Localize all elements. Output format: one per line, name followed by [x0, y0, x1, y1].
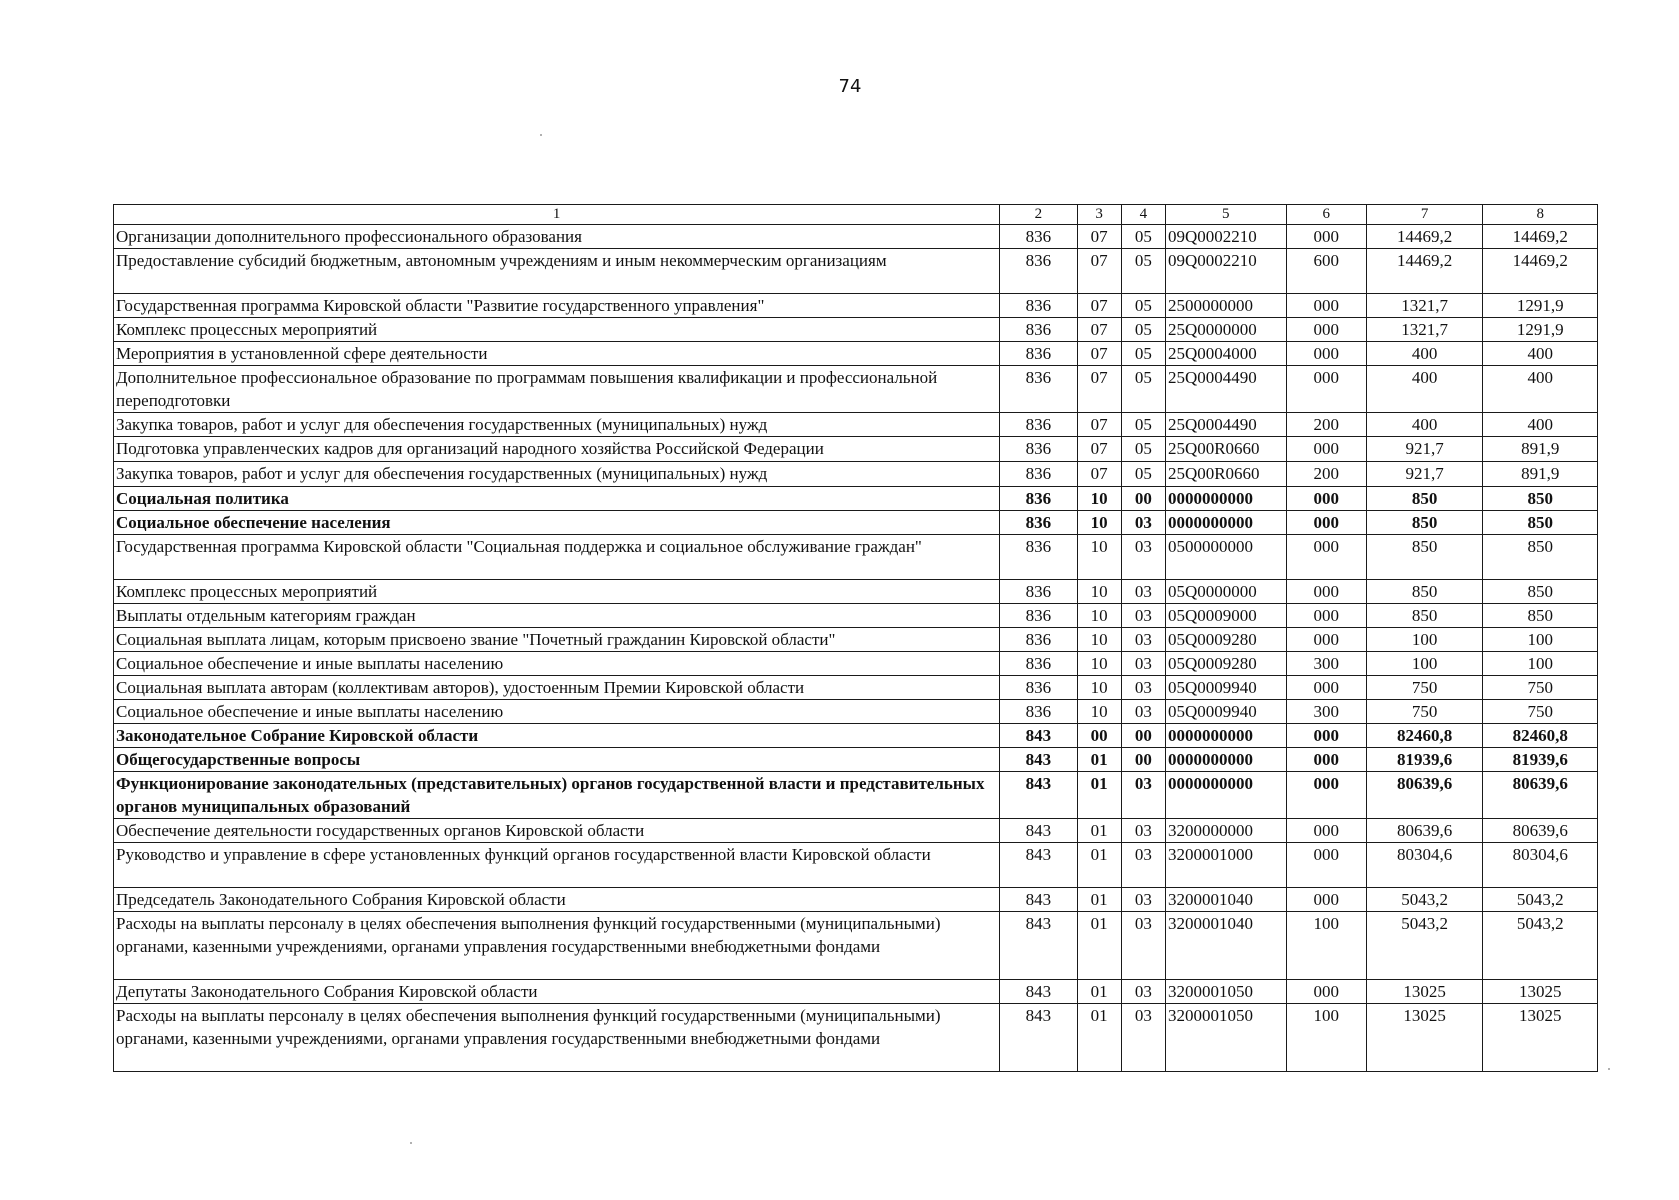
cell-expense-type: 000 [1286, 888, 1366, 912]
cell-grbs: 836 [1000, 437, 1077, 462]
column-header: 7 [1366, 205, 1483, 225]
cell-section: 07 [1077, 462, 1121, 487]
cell-name: Социальная политика [114, 487, 1000, 511]
cell-amount-2: 850 [1483, 511, 1598, 535]
cell-amount-2: 5043,2 [1483, 888, 1598, 912]
cell-amount-1: 400 [1366, 342, 1483, 366]
cell-expense-type: 000 [1286, 366, 1366, 413]
cell-target-article: 0500000000 [1165, 535, 1286, 580]
table-row [114, 604, 1598, 628]
table-row [114, 511, 1598, 535]
table-row [114, 366, 1598, 413]
cell-target-article: 3200000000 [1165, 819, 1286, 843]
cell-expense-type: 000 [1286, 772, 1366, 819]
cell-amount-2: 1291,9 [1483, 318, 1598, 342]
cell-expense-type: 000 [1286, 843, 1366, 888]
cell-amount-2: 400 [1483, 413, 1598, 437]
cell-grbs: 843 [1000, 819, 1077, 843]
cell-subsection: 03 [1121, 888, 1165, 912]
cell-section: 01 [1077, 772, 1121, 819]
cell-amount-2: 80304,6 [1483, 843, 1598, 888]
table-row [114, 843, 1598, 888]
cell-grbs: 836 [1000, 318, 1077, 342]
cell-grbs: 843 [1000, 724, 1077, 748]
cell-grbs: 843 [1000, 980, 1077, 1004]
cell-amount-1: 80639,6 [1366, 772, 1483, 819]
cell-subsection: 03 [1121, 628, 1165, 652]
page-number: 74 [838, 76, 862, 97]
cell-target-article: 05Q0009280 [1165, 652, 1286, 676]
cell-subsection: 03 [1121, 772, 1165, 819]
cell-target-article: 2500000000 [1165, 294, 1286, 318]
cell-subsection: 05 [1121, 249, 1165, 294]
cell-name: Законодательное Собрание Кировской области [114, 724, 1000, 748]
cell-section: 10 [1077, 676, 1121, 700]
table-header-row [114, 205, 1598, 225]
cell-subsection: 03 [1121, 652, 1165, 676]
cell-amount-1: 14469,2 [1366, 225, 1483, 249]
cell-name: Закупка товаров, работ и услуг для обеспечения государственных (муниципальных) нужд [114, 462, 1000, 487]
cell-subsection: 03 [1121, 511, 1165, 535]
cell-target-article: 25Q00R0660 [1165, 462, 1286, 487]
cell-expense-type: 000 [1286, 225, 1366, 249]
cell-expense-type: 000 [1286, 318, 1366, 342]
cell-target-article: 3200001050 [1165, 1004, 1286, 1072]
cell-amount-1: 850 [1366, 535, 1483, 580]
cell-section: 10 [1077, 700, 1121, 724]
cell-section: 10 [1077, 487, 1121, 511]
cell-subsection: 03 [1121, 912, 1165, 980]
cell-name: Закупка товаров, работ и услуг для обеспечения государственных (муниципальных) нужд [114, 413, 1000, 437]
cell-target-article: 0000000000 [1165, 487, 1286, 511]
cell-expense-type: 000 [1286, 487, 1366, 511]
cell-section: 07 [1077, 318, 1121, 342]
cell-subsection: 03 [1121, 580, 1165, 604]
cell-amount-1: 750 [1366, 676, 1483, 700]
cell-section: 01 [1077, 1004, 1121, 1072]
cell-grbs: 836 [1000, 294, 1077, 318]
column-header: 3 [1077, 205, 1121, 225]
table-row [114, 700, 1598, 724]
cell-amount-2: 850 [1483, 604, 1598, 628]
cell-section: 10 [1077, 580, 1121, 604]
cell-section: 10 [1077, 511, 1121, 535]
cell-expense-type: 000 [1286, 980, 1366, 1004]
cell-subsection: 03 [1121, 700, 1165, 724]
cell-subsection: 00 [1121, 724, 1165, 748]
cell-amount-2: 750 [1483, 676, 1598, 700]
cell-subsection: 05 [1121, 413, 1165, 437]
cell-name: Социальное обеспечение населения [114, 511, 1000, 535]
cell-name: Социальная выплата авторам (коллективам авторов), удостоенным Премии Кировской области [114, 676, 1000, 700]
cell-subsection: 00 [1121, 748, 1165, 772]
table-row [114, 724, 1598, 748]
cell-name: Социальное обеспечение и иные выплаты населению [114, 652, 1000, 676]
cell-grbs: 836 [1000, 366, 1077, 413]
cell-target-article: 0000000000 [1165, 772, 1286, 819]
scan-speck [1608, 1068, 1610, 1070]
cell-amount-2: 750 [1483, 700, 1598, 724]
cell-section: 07 [1077, 225, 1121, 249]
table-row [114, 676, 1598, 700]
cell-amount-1: 850 [1366, 487, 1483, 511]
cell-subsection: 03 [1121, 819, 1165, 843]
cell-section: 10 [1077, 652, 1121, 676]
cell-amount-1: 5043,2 [1366, 888, 1483, 912]
table-row [114, 318, 1598, 342]
cell-expense-type: 000 [1286, 294, 1366, 318]
table-row [114, 535, 1598, 580]
cell-subsection: 03 [1121, 843, 1165, 888]
cell-section: 10 [1077, 604, 1121, 628]
cell-amount-1: 1321,7 [1366, 318, 1483, 342]
cell-expense-type: 000 [1286, 535, 1366, 580]
cell-subsection: 03 [1121, 604, 1165, 628]
table-row [114, 628, 1598, 652]
cell-expense-type: 600 [1286, 249, 1366, 294]
table-body [114, 205, 1598, 1072]
cell-amount-1: 850 [1366, 604, 1483, 628]
cell-target-article: 0000000000 [1165, 511, 1286, 535]
cell-amount-1: 5043,2 [1366, 912, 1483, 980]
cell-name: Обеспечение деятельности государственных органов Кировской области [114, 819, 1000, 843]
cell-grbs: 836 [1000, 652, 1077, 676]
cell-subsection: 00 [1121, 487, 1165, 511]
cell-name: Комплекс процессных мероприятий [114, 580, 1000, 604]
cell-amount-1: 921,7 [1366, 462, 1483, 487]
cell-amount-2: 14469,2 [1483, 225, 1598, 249]
cell-target-article: 25Q00R0660 [1165, 437, 1286, 462]
cell-amount-2: 1291,9 [1483, 294, 1598, 318]
cell-section: 07 [1077, 366, 1121, 413]
cell-target-article: 25Q0004490 [1165, 366, 1286, 413]
cell-amount-2: 100 [1483, 628, 1598, 652]
cell-expense-type: 000 [1286, 580, 1366, 604]
cell-section: 00 [1077, 724, 1121, 748]
cell-amount-2: 81939,6 [1483, 748, 1598, 772]
cell-target-article: 05Q0009940 [1165, 676, 1286, 700]
cell-amount-2: 13025 [1483, 1004, 1598, 1072]
cell-target-article: 3200001000 [1165, 843, 1286, 888]
cell-amount-1: 13025 [1366, 980, 1483, 1004]
column-header: 2 [1000, 205, 1077, 225]
cell-amount-1: 850 [1366, 511, 1483, 535]
cell-name: Государственная программа Кировской области "Социальная поддержка и социальное обслуживание граждан" [114, 535, 1000, 580]
cell-amount-2: 891,9 [1483, 437, 1598, 462]
cell-amount-2: 100 [1483, 652, 1598, 676]
cell-section: 07 [1077, 342, 1121, 366]
cell-name: Руководство и управление в сфере установленных функций органов государственной власти Кировской области [114, 843, 1000, 888]
cell-target-article: 05Q0009000 [1165, 604, 1286, 628]
table-row [114, 225, 1598, 249]
budget-table [113, 204, 1598, 1072]
table-row [114, 580, 1598, 604]
cell-grbs: 843 [1000, 912, 1077, 980]
cell-target-article: 25Q0004000 [1165, 342, 1286, 366]
table-row [114, 413, 1598, 437]
cell-grbs: 836 [1000, 487, 1077, 511]
cell-subsection: 05 [1121, 462, 1165, 487]
column-header: 1 [114, 205, 1000, 225]
cell-subsection: 03 [1121, 535, 1165, 580]
cell-expense-type: 000 [1286, 724, 1366, 748]
cell-name: Организации дополнительного профессионального образования [114, 225, 1000, 249]
cell-grbs: 843 [1000, 843, 1077, 888]
cell-amount-1: 14469,2 [1366, 249, 1483, 294]
table-row [114, 462, 1598, 487]
table-row [114, 980, 1598, 1004]
cell-amount-1: 750 [1366, 700, 1483, 724]
cell-subsection: 05 [1121, 225, 1165, 249]
column-header: 5 [1165, 205, 1286, 225]
cell-amount-1: 400 [1366, 366, 1483, 413]
cell-target-article: 05Q0000000 [1165, 580, 1286, 604]
cell-name: Подготовка управленческих кадров для организаций народного хозяйства Российской Федерации [114, 437, 1000, 462]
cell-expense-type: 000 [1286, 511, 1366, 535]
cell-name: Комплекс процессных мероприятий [114, 318, 1000, 342]
cell-grbs: 836 [1000, 511, 1077, 535]
cell-grbs: 836 [1000, 249, 1077, 294]
column-header: 6 [1286, 205, 1366, 225]
cell-grbs: 836 [1000, 225, 1077, 249]
cell-section: 01 [1077, 912, 1121, 980]
table-row [114, 819, 1598, 843]
cell-section: 01 [1077, 748, 1121, 772]
cell-expense-type: 000 [1286, 604, 1366, 628]
table-row [114, 748, 1598, 772]
cell-grbs: 836 [1000, 462, 1077, 487]
cell-grbs: 843 [1000, 748, 1077, 772]
cell-amount-2: 891,9 [1483, 462, 1598, 487]
cell-section: 07 [1077, 249, 1121, 294]
cell-expense-type: 300 [1286, 700, 1366, 724]
cell-target-article: 0000000000 [1165, 724, 1286, 748]
cell-subsection: 03 [1121, 980, 1165, 1004]
cell-amount-2: 5043,2 [1483, 912, 1598, 980]
cell-section: 07 [1077, 294, 1121, 318]
cell-target-article: 05Q0009280 [1165, 628, 1286, 652]
cell-section: 01 [1077, 819, 1121, 843]
cell-target-article: 3200001040 [1165, 912, 1286, 980]
cell-expense-type: 000 [1286, 748, 1366, 772]
cell-amount-2: 82460,8 [1483, 724, 1598, 748]
cell-amount-2: 14469,2 [1483, 249, 1598, 294]
cell-expense-type: 200 [1286, 462, 1366, 487]
cell-name: Социальная выплата лицам, которым присвоено звание "Почетный гражданин Кировской области" [114, 628, 1000, 652]
column-header: 8 [1483, 205, 1598, 225]
table-row [114, 652, 1598, 676]
cell-subsection: 05 [1121, 342, 1165, 366]
cell-grbs: 836 [1000, 628, 1077, 652]
cell-name: Дополнительное профессиональное образование по программам повышения квалификации и профессиональной переподготовки [114, 366, 1000, 413]
cell-amount-2: 80639,6 [1483, 819, 1598, 843]
cell-amount-1: 850 [1366, 580, 1483, 604]
cell-section: 10 [1077, 535, 1121, 580]
cell-expense-type: 000 [1286, 819, 1366, 843]
cell-grbs: 843 [1000, 888, 1077, 912]
cell-name: Выплаты отдельным категориям граждан [114, 604, 1000, 628]
scan-speck [540, 134, 542, 136]
table-row [114, 487, 1598, 511]
cell-name: Председатель Законодательного Собрания Кировской области [114, 888, 1000, 912]
cell-target-article: 3200001040 [1165, 888, 1286, 912]
cell-subsection: 03 [1121, 1004, 1165, 1072]
cell-subsection: 05 [1121, 366, 1165, 413]
cell-amount-2: 80639,6 [1483, 772, 1598, 819]
cell-amount-2: 850 [1483, 487, 1598, 511]
cell-grbs: 836 [1000, 700, 1077, 724]
scan-speck [410, 1142, 412, 1144]
table-row [114, 1004, 1598, 1072]
cell-section: 01 [1077, 843, 1121, 888]
cell-amount-1: 921,7 [1366, 437, 1483, 462]
cell-amount-1: 82460,8 [1366, 724, 1483, 748]
cell-amount-2: 13025 [1483, 980, 1598, 1004]
cell-subsection: 05 [1121, 318, 1165, 342]
cell-target-article: 0000000000 [1165, 748, 1286, 772]
cell-name: Мероприятия в установленной сфере деятельности [114, 342, 1000, 366]
cell-section: 01 [1077, 980, 1121, 1004]
column-header: 4 [1121, 205, 1165, 225]
table-row [114, 294, 1598, 318]
cell-grbs: 843 [1000, 772, 1077, 819]
cell-section: 10 [1077, 628, 1121, 652]
cell-amount-2: 850 [1483, 580, 1598, 604]
cell-amount-1: 100 [1366, 652, 1483, 676]
table-row [114, 342, 1598, 366]
cell-subsection: 05 [1121, 294, 1165, 318]
cell-section: 01 [1077, 888, 1121, 912]
cell-amount-2: 850 [1483, 535, 1598, 580]
cell-target-article: 09Q0002210 [1165, 249, 1286, 294]
cell-name: Депутаты Законодательного Собрания Кировской области [114, 980, 1000, 1004]
cell-subsection: 05 [1121, 437, 1165, 462]
cell-amount-1: 13025 [1366, 1004, 1483, 1072]
cell-name: Социальное обеспечение и иные выплаты населению [114, 700, 1000, 724]
table-row [114, 249, 1598, 294]
cell-amount-2: 400 [1483, 366, 1598, 413]
cell-grbs: 836 [1000, 676, 1077, 700]
cell-target-article: 05Q0009940 [1165, 700, 1286, 724]
cell-grbs: 836 [1000, 413, 1077, 437]
cell-name: Предоставление субсидий бюджетным, автономным учреждениям и иным некоммерческим организациям [114, 249, 1000, 294]
cell-expense-type: 000 [1286, 628, 1366, 652]
cell-amount-1: 80304,6 [1366, 843, 1483, 888]
table-row [114, 912, 1598, 980]
cell-expense-type: 300 [1286, 652, 1366, 676]
cell-name: Государственная программа Кировской области "Развитие государственного управления" [114, 294, 1000, 318]
cell-amount-1: 100 [1366, 628, 1483, 652]
cell-grbs: 836 [1000, 580, 1077, 604]
table-row [114, 772, 1598, 819]
cell-expense-type: 000 [1286, 342, 1366, 366]
table-row [114, 888, 1598, 912]
cell-expense-type: 100 [1286, 1004, 1366, 1072]
cell-section: 07 [1077, 413, 1121, 437]
cell-grbs: 836 [1000, 342, 1077, 366]
cell-target-article: 25Q0000000 [1165, 318, 1286, 342]
cell-target-article: 3200001050 [1165, 980, 1286, 1004]
cell-expense-type: 100 [1286, 912, 1366, 980]
cell-name: Общегосударственные вопросы [114, 748, 1000, 772]
cell-amount-1: 1321,7 [1366, 294, 1483, 318]
cell-grbs: 836 [1000, 604, 1077, 628]
cell-subsection: 03 [1121, 676, 1165, 700]
cell-target-article: 25Q0004490 [1165, 413, 1286, 437]
cell-name: Функционирование законодательных (представительных) органов государственной власти и представительных органов муниципальных образований [114, 772, 1000, 819]
cell-amount-1: 400 [1366, 413, 1483, 437]
cell-name: Расходы на выплаты персоналу в целях обеспечения выполнения функций государственными (муниципальными) органами, казенными учреждениями, органами управления государственными внебюджетными фондами [114, 1004, 1000, 1072]
cell-expense-type: 000 [1286, 676, 1366, 700]
cell-amount-2: 400 [1483, 342, 1598, 366]
cell-expense-type: 200 [1286, 413, 1366, 437]
cell-name: Расходы на выплаты персоналу в целях обеспечения выполнения функций государственными (муниципальными) органами, казенными учреждениями, органами управления государственными внебюджетными фондами [114, 912, 1000, 980]
cell-expense-type: 000 [1286, 437, 1366, 462]
cell-amount-1: 81939,6 [1366, 748, 1483, 772]
cell-target-article: 09Q0002210 [1165, 225, 1286, 249]
cell-grbs: 836 [1000, 535, 1077, 580]
cell-grbs: 843 [1000, 1004, 1077, 1072]
cell-amount-1: 80639,6 [1366, 819, 1483, 843]
table-row [114, 437, 1598, 462]
cell-section: 07 [1077, 437, 1121, 462]
